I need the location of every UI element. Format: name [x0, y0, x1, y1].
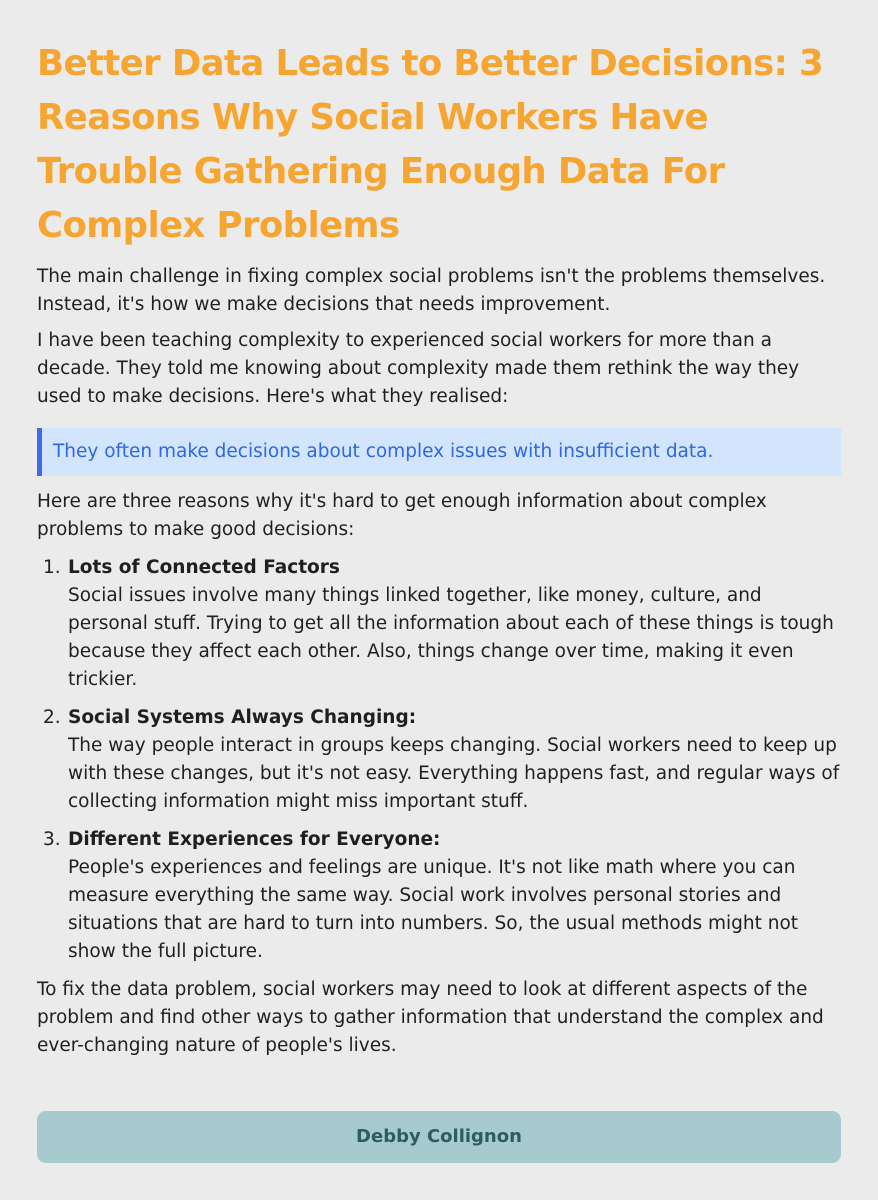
list-item-number: 1.	[43, 557, 61, 578]
list-item	[37, 554, 841, 694]
author-name-banner: Debby Collignon	[37, 1111, 841, 1163]
list-item-number: 3.	[43, 829, 61, 850]
closing-paragraph: To fix the data problem, social workers may need to look at different aspects of the problem and find other ways to gather information that understand the complex and ever-changing nature of people's lives.	[37, 979, 824, 1056]
list-lead-paragraph: Here are three reasons why it's hard to get enough information about complex problems to make good decisions:	[37, 491, 767, 540]
list-item	[37, 826, 841, 966]
list-item	[37, 704, 841, 816]
list-item-number: 2.	[43, 707, 61, 728]
list-item-title: Different Experiences for Everyone:	[68, 829, 441, 850]
list-item-title: Social Systems Always Changing:	[68, 707, 417, 728]
reasons-list	[37, 554, 841, 966]
list-item-body: People's experiences and feelings are unique. It's not like math where you can measure everything the same way. Social work involves personal stories and situations that are hard to turn into numbers. So, the usual methods might not show the full picture.	[68, 857, 799, 962]
intro-paragraph-2: I have been teaching complexity to experienced social workers for more than a decade. They told me knowing about complexity made them rethink the way they used to make decisions. Here's what they realised:	[37, 330, 800, 407]
list-item-title: Lots of Connected Factors	[68, 557, 340, 578]
article-title: Better Data Leads to Better Decisions: 3 Reasons Why Social Workers Have Trouble Gathering Enough Data For Complex Problems	[37, 43, 824, 246]
list-item-body: Social issues involve many things linked together, like money, culture, and personal stuff. Trying to get all the information about each of these things is tough because they affect each other. Also, things change over time, making it even trickier.	[68, 585, 834, 690]
highlight-quote: They often make decisions about complex issues with insufficient data.	[37, 428, 841, 476]
list-item-body: The way people interact in groups keeps changing. Social workers need to keep up with these changes, but it's not easy. Everything happens fast, and regular ways of collecting information might miss important stuff.	[68, 735, 840, 812]
intro-paragraph-1: The main challenge in fixing complex social problems isn't the problems themselves. Instead, it's how we make decisions that needs improvement.	[37, 266, 826, 315]
